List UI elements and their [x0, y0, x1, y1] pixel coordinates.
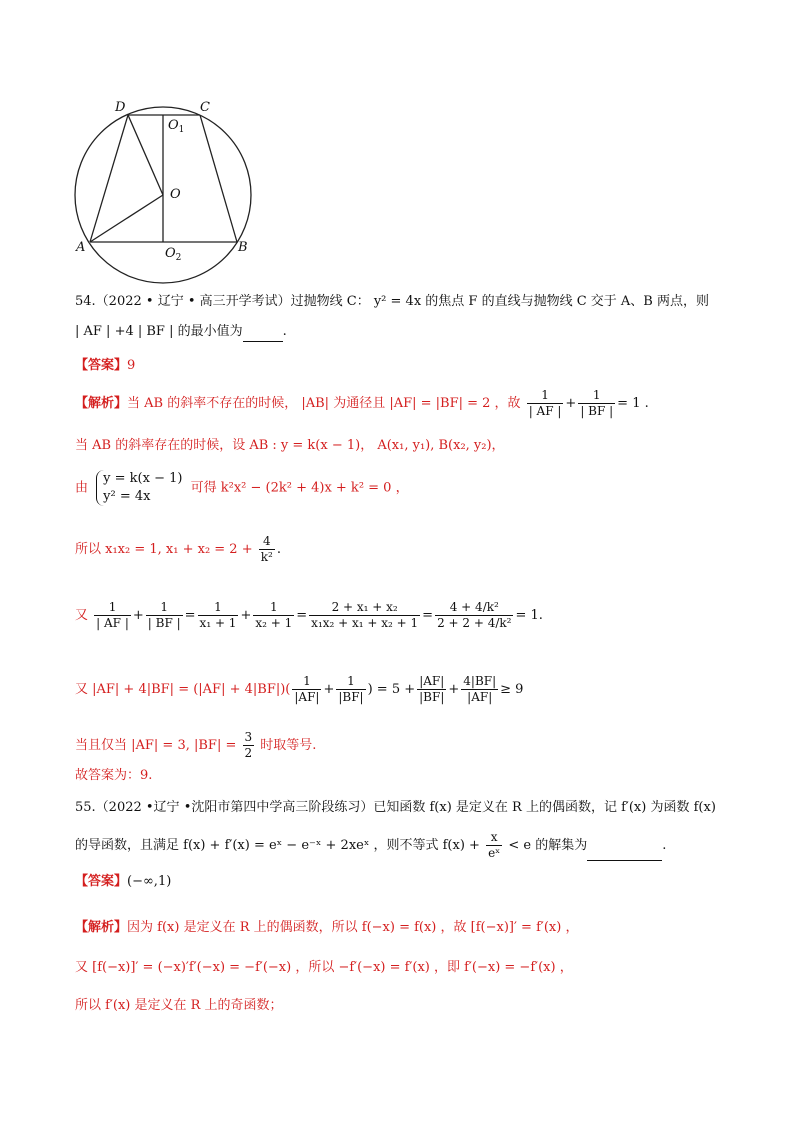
label-D: D	[115, 100, 126, 115]
label-C: C	[200, 100, 210, 115]
q55-stem-line2: 的导函数，且满足 f(x) + f′(x) = eˣ − e⁻ˣ + 2xeˣ ，则不等式 f(x) + $\frac{x}{\text{eˣ}}$ < e 的解集为 .	[75, 830, 667, 860]
answer-tag: 【答案】	[75, 358, 128, 373]
label-A: A	[76, 240, 86, 255]
equation-system: y = k(x − 1) y² = 4x	[96, 470, 182, 506]
fraction: $\frac{x}{\text{eˣ}}$	[488, 830, 501, 860]
q54-analysis-line8: 故答案为：9.	[75, 768, 153, 783]
label-O2: $O_2$	[165, 246, 182, 263]
q55-analysis-line2: 又 [f(−x)]′ = (−x)′f′(−x) = −f′(−x) ，所以 −f′(−x) = f′(x) ，即 f′(−x) = −f′(x) ，	[75, 960, 573, 975]
q54-analysis-line2: 当 AB 的斜率存在的时候，设 AB : y = k(x − 1)， A(x₁, y₁), B(x₂, y₂)，	[75, 438, 505, 453]
q55-analysis-line3: 所以 f′(x) 是定义在 R 上的奇函数；	[75, 998, 283, 1013]
q54-analysis-line3: 由 y = k(x − 1) y² = 4x 可得 k²x² − (2k² + 4)x + k² = 0 ，	[75, 471, 409, 504]
segment-DO	[128, 115, 163, 195]
q55-blank	[587, 846, 662, 861]
fraction: $\frac{3}{2}$	[244, 730, 253, 760]
q54-stem-text: 54.（2022 • 辽宁 • 高三开学考试）过抛物线 C： y² = 4x 的焦点 F 的直线与抛物线 C 交于 A、B 两点，则	[75, 294, 709, 309]
segment-CB	[200, 115, 237, 242]
fraction: $\frac{1}{| BF |}$	[147, 600, 181, 630]
fraction: $\frac{1}{|AF|}$	[294, 674, 320, 704]
q54-analysis-line7: 当且仅当 |AF| = 3, |BF| = $\frac{3}{2}$ 时取等号.	[75, 730, 317, 760]
fraction: $\frac{4|BF|}{|AF|}$	[463, 674, 497, 704]
fraction: $\frac{1}{| AF |}$	[96, 600, 129, 630]
q54-stem-text2: | AF | +4 | BF | 的最小值为	[75, 324, 243, 339]
label-O: O	[170, 187, 181, 202]
q54-analysis-line1: 【解析】当 AB 的斜率不存在的时候， |AB| 为通径且 |AF| = |BF| = 2 ，故 $\frac{1}{| AF |}$ + $\frac{1}{| BF |}$ = 1 .	[75, 388, 649, 418]
answer-value: 9	[127, 358, 136, 373]
q54-stem-line1	[75, 292, 709, 312]
circle-trapezoid-figure	[60, 95, 260, 285]
q55-stem-line1: 55.（2022 •辽宁 •沈阳市第四中学高三阶段练习）已知函数 f(x) 是定义在 R 上的偶函数，记 f′(x) 为函数 f(x)	[75, 800, 716, 815]
fraction: $\frac{1}{|BF|}$	[338, 674, 364, 704]
fraction: $\frac{1}{\text{x₁ + 1}}$	[199, 600, 237, 630]
q54-answer	[75, 356, 135, 376]
fraction: $\frac{4}{\text{k²}}$	[260, 534, 273, 564]
fraction: $\frac{1}{\text{x₂ + 1}}$	[255, 600, 293, 630]
answer-tag: 【答案】	[75, 874, 128, 889]
fraction: $\frac{\text{4 + 4/k²}}{\text{2 + 2 + 4/k²}}$	[437, 600, 512, 630]
analysis-tag: 【解析】	[75, 396, 128, 411]
label-B: B	[238, 240, 248, 255]
fraction: $\frac{\text{2 + x₁ + x₂}}{\text{x₁x₂ + x₁ + x₂ + 1}}$	[311, 600, 419, 630]
analysis-tag: 【解析】	[75, 920, 128, 935]
q55-answer	[75, 872, 171, 892]
q54-blank	[243, 327, 283, 342]
segment-AO	[90, 195, 163, 242]
fraction: $\frac{1}{| BF |}$	[580, 388, 614, 418]
label-O1: $O_1$	[168, 118, 185, 135]
q54-analysis-line6: 又 |AF| + 4|BF| = (|AF| + 4|BF|)( $\frac{1}{|AF|}$ + $\frac{1}{|BF|}$ ) = 5 + $\frac{|AF|}{|BF|}$ + $\frac{4|BF|}{|AF|}$ ≥ 9	[75, 674, 524, 704]
q54-analysis-line5: 又 $\frac{1}{| AF |}$ + $\frac{1}{| BF |}$ = $\frac{1}{\text{x₁ + 1}}$ + $\frac{1}{\text{x₂ + 1}}$ = $\frac{\text{2 + x₁ + x₂}}{\text{x₁x₂ + x₁ + x₂ + 1}}$ = $\frac{\text{4 + 4/k²}}{\text{2 + 2 + 4/k²}}$ = 1.	[75, 600, 543, 630]
segment-AD	[90, 115, 128, 242]
q54-analysis-line4: 所以 x₁x₂ = 1, x₁ + x₂ = 2 + $\frac{4}{\text{k²}}$ .	[75, 534, 281, 564]
q55-analysis-line1: 【解析】因为 f(x) 是定义在 R 上的偶函数，所以 f(−x) = f(x) ，故 [f(−x)]′ = f′(x) ，	[75, 920, 579, 935]
fraction: $\frac{1}{| AF |}$	[528, 388, 562, 418]
q54-stem-line2: | AF | +4 | BF | 的最小值为 .	[75, 322, 287, 342]
fraction: $\frac{|AF|}{|BF|}$	[419, 674, 445, 704]
answer-value: (−∞,1)	[127, 874, 172, 889]
